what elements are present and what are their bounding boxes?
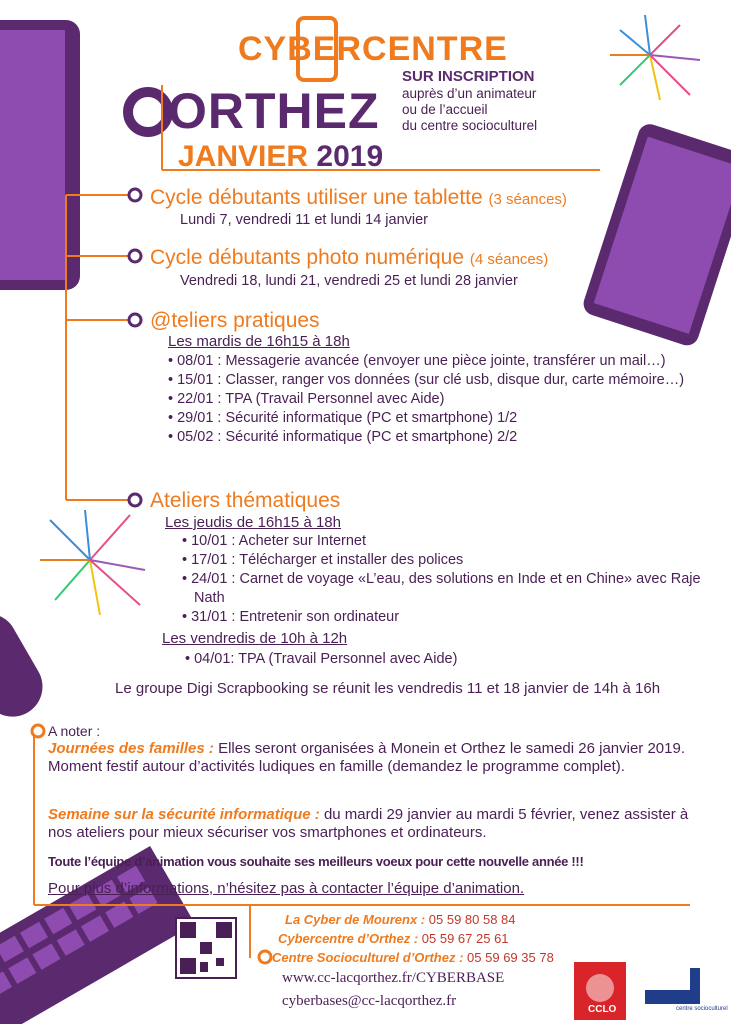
list-item-text: 17/01 : Télécharger et installer des polices <box>191 552 464 568</box>
tablet-right-icon <box>580 121 731 348</box>
list-item: • 29/01 : Sécurité informatique (PC et smartphone) 1/2 <box>168 410 518 426</box>
title-month <box>178 140 383 174</box>
inscription-line: ou de l’accueil <box>402 102 488 117</box>
inscription-line: du centre socioculturel <box>402 118 538 133</box>
ateliers-vendredis-schedule: Les vendredis de 10h à 12h <box>162 630 348 647</box>
list-item: • 17/01 : Télécharger et installer des polices <box>182 552 464 568</box>
section-photo-title <box>150 246 548 270</box>
section-tablette-title <box>150 186 567 210</box>
ateliers-thematiques-schedule: Les jeudis de 16h15 à 18h <box>165 514 341 531</box>
fireworks-top-icon <box>610 15 700 100</box>
fireworks-left-icon <box>40 510 145 615</box>
list-item-text: 15/01 : Classer, ranger vos données (sur clé usb, disque dur, carte mémoire…) <box>177 372 685 388</box>
list-item-text: 05/02 : Sécurité informatique (PC et smartphone) 2/2 <box>177 429 518 445</box>
keyboard-icon <box>0 846 195 1024</box>
list-item: • 05/02 : Sécurité informatique (PC et smartphone) 2/2 <box>168 429 518 445</box>
notes-familles <box>48 740 708 776</box>
contact-mourenx <box>285 912 516 927</box>
securite-text: du mardi 29 janvier au mardi 5 février, venez assister à nos ateliers pour mieux sécuriser vos smartphones et ordinateurs. <box>48 806 689 841</box>
securite-label: Semaine sur la sécurité informatique : <box>48 806 320 823</box>
familles-text: Elles seront organisées à Monein et Orthez le samedi 26 janvier 2019. Moment festif autour d’activités ludiques en famille (demandez le programme complet). <box>48 740 686 775</box>
list-item: • 15/01 : Classer, ranger vos données (sur clé usb, disque dur, carte mémoire…) <box>168 372 685 388</box>
year-label: 2019 <box>316 140 384 173</box>
list-item: • 22/01 : TPA (Travail Personnel avec Aide) <box>168 391 445 407</box>
list-item-text: 31/01 : Entretenir son ordinateur <box>191 609 400 625</box>
ateliers-pratiques-list <box>168 352 728 447</box>
ateliers-pratiques-schedule: Les mardis de 16h15 à 18h <box>168 333 350 350</box>
list-item-text: 29/01 : Sécurité informatique (PC et smartphone) 1/2 <box>177 410 518 426</box>
centre-logo-icon <box>645 968 700 1004</box>
inscription-title: SUR INSCRIPTION <box>402 68 535 85</box>
website-link[interactable]: www.cc-lacqorthez.fr/CYBERBASE <box>282 970 505 986</box>
notes-title: A noter : <box>48 723 101 739</box>
list-item-text: 04/01: TPA (Travail Personnel avec Aide) <box>194 651 458 667</box>
digi-scrapbooking-note: Le groupe Digi Scrapbooking se réunit les vendredis 11 et 18 janvier de 14h à 16h <box>115 680 661 697</box>
contact-phone[interactable]: 05 59 67 25 61 <box>421 931 509 946</box>
cclo-logo-text: CCLO <box>588 1004 617 1015</box>
section-title-text: Cycle débutants utiliser une tablette <box>150 186 483 209</box>
ateliers-thematiques-title: Ateliers thématiques <box>150 489 341 512</box>
section-title-text: Cycle débutants photo numérique <box>150 246 465 269</box>
section-suffix: (3 séances) <box>488 191 567 208</box>
centre-logo-text: centre socioculturel <box>676 1006 728 1012</box>
contact-name: La Cyber de Mourenx : <box>285 912 426 927</box>
voeux-text: Toute l’équipe d’animation vous souhaite ses meilleurs voeux pour cette nouvelle année !!! <box>48 854 584 869</box>
contact-name: Centre Socioculturel d’Orthez : <box>272 950 464 965</box>
contact-name: Cybercentre d’Orthez : <box>278 931 419 946</box>
list-item: • 31/01 : Entretenir son ordinateur <box>182 609 400 625</box>
list-item: • 24/01 : Carnet de voyage «L’eau, des solutions en Inde et en Chine» avec Raje Nath <box>182 571 701 606</box>
month-label: JANVIER <box>178 140 309 173</box>
mouse-icon <box>0 602 53 727</box>
ateliers-pratiques-title: @teliers pratiques <box>150 309 320 332</box>
familles-label: Journées des familles : <box>48 740 214 757</box>
title-cybercentre: CYBERCENTRE <box>238 30 508 68</box>
contact-orthez <box>278 931 509 946</box>
contact-centre <box>272 950 554 965</box>
list-item: • 04/01: TPA (Travail Personnel avec Aide) <box>185 651 458 667</box>
section-photo-dates: Vendredi 18, lundi 21, vendredi 25 et lundi 28 janvier <box>180 273 518 289</box>
infos-text: Pour plus d’informations, n’hésitez pas à contacter l’équipe d’animation. <box>48 880 525 897</box>
list-item-text: 10/01 : Acheter sur Internet <box>191 533 367 549</box>
qr-code-icon <box>176 918 236 978</box>
ateliers-thematiques-list <box>182 532 722 627</box>
list-item-text: 22/01 : TPA (Travail Personnel avec Aide) <box>177 391 445 407</box>
section-tablette-dates: Lundi 7, vendredi 11 et lundi 14 janvier <box>180 212 429 228</box>
list-item-text: 24/01 : Carnet de voyage «L’eau, des solutions en Inde et en Chine» avec Raje Nath <box>191 571 701 606</box>
list-item: • 08/01 : Messagerie avancée (envoyer une pièce jointe, transférer un mail…) <box>168 353 666 369</box>
email-link[interactable]: cyberbases@cc-lacqorthez.fr <box>282 993 457 1009</box>
contact-phone[interactable]: 05 59 69 35 78 <box>467 950 554 965</box>
title-orthez: ORTHEZ <box>168 83 380 139</box>
contact-phone[interactable]: 05 59 80 58 84 <box>428 912 516 927</box>
section-suffix: (4 séances) <box>469 251 549 268</box>
list-item-text: 08/01 : Messagerie avancée (envoyer une pièce jointe, transférer un mail…) <box>177 353 666 369</box>
notes-securite <box>48 806 708 842</box>
inscription-line: auprès d’un animateur <box>402 86 537 101</box>
list-item: • 10/01 : Acheter sur Internet <box>182 533 367 549</box>
